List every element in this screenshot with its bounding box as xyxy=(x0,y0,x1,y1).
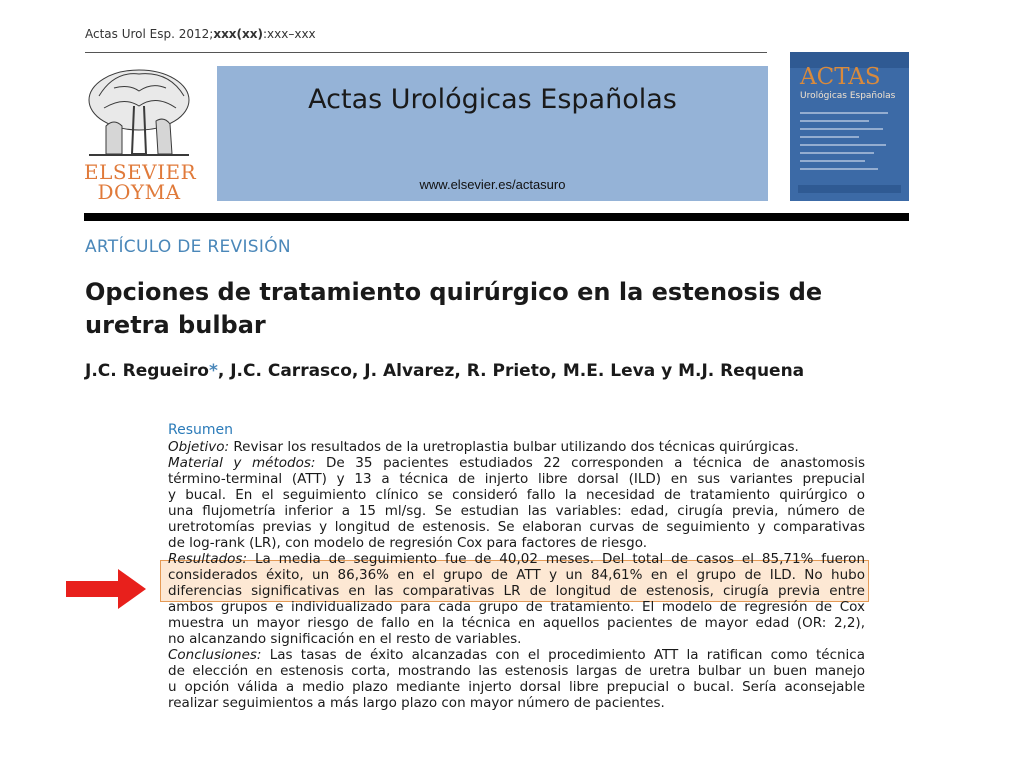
abstract-line-text: Revisar los resultados de la uretroplastia bulbar utilizando dos técnicas quirúrgicas. xyxy=(229,439,799,455)
abstract-line xyxy=(168,679,865,695)
abstract-line-text: diferencias significativas en las comparativas LR de longitud de estenosis, cirugía previa entre xyxy=(168,583,865,599)
abstract-line-text: De 35 pacientes estudiados 22 corresponden a técnica de anastomosis xyxy=(315,455,865,471)
cover-contents xyxy=(800,112,898,176)
abstract-line-text: ambos grupos e individualizado para cada grupo de tratamiento. El modelo de regresión de Cox xyxy=(168,599,865,615)
abstract-line xyxy=(168,439,865,455)
abstract-line-text: uretrotomías previas y longitud de estenosis. Se elaboran curvas de seguimiento y comparativas xyxy=(168,519,865,535)
abstract-line xyxy=(168,599,865,615)
abstract-line xyxy=(168,471,865,487)
citation-divider xyxy=(85,52,767,53)
journal-cover xyxy=(790,52,909,201)
abstract-line-text: de elección en estenosis corta, mostrando las estenosis largas de uretra bulbar un buen manejo xyxy=(168,663,865,679)
abstract-section-label: Resultados: xyxy=(168,551,248,567)
elsevier-logo xyxy=(84,66,197,204)
abstract xyxy=(168,421,865,711)
abstract-section-label: Objetivo: xyxy=(168,439,230,455)
abstract-line-text: Las tasas de éxito alcanzadas con el procedimiento ATT la ratifican como técnica xyxy=(261,647,865,663)
cover-footer xyxy=(798,185,901,193)
abstract-line-text: realizar seguimientos a más largo plazo con mayor número de pacientes. xyxy=(168,695,665,711)
abstract-line xyxy=(168,695,865,711)
abstract-line-text: muestra un mayor riesgo de fallo en la técnica en aquellos pacientes de mayor edad (OR: 2,2), xyxy=(168,615,865,631)
logo-text-elsevier: ELSEVIER xyxy=(84,160,197,184)
abstract-section-label: Conclusiones: xyxy=(168,647,262,663)
authors xyxy=(85,361,804,381)
abstract-line xyxy=(168,663,865,679)
abstract-line-text: y bucal. En el seguimiento clínico se consideró fallo la necesidad de tratamiento quirúrgico o xyxy=(168,487,865,503)
citation-pages: :xxx–xxx xyxy=(263,27,316,41)
abstract-line-text: La media de seguimiento fue de 40,02 meses. Del total de casos el 85,71% fueron xyxy=(247,551,865,567)
abstract-line xyxy=(168,535,865,551)
abstract-line-text: una flujometría inferior a 15 ml/sg. Se estudian las variables: edad, cirugía previa, número de xyxy=(168,503,865,519)
abstract-line-text: no alcanzando significación en el resto de variables. xyxy=(168,631,522,647)
corresponding-author-mark: * xyxy=(208,361,218,381)
abstract-line-text: u opción válida a medio plazo mediante injerto dorsal libre prepucial o bucal. Sería aconsejable xyxy=(168,679,865,695)
abstract-line-text: considerados éxito, un 86,36% en el grupo de ATT y un 84,61% en el grupo de ILD. No hubo xyxy=(168,567,865,583)
logo-text-doyma: DOYMA xyxy=(97,180,181,204)
citation-journal: Actas Urol Esp. 2012; xyxy=(85,27,214,41)
journal-banner xyxy=(217,66,768,201)
co-authors: , J.C. Carrasco, J. Alvarez, R. Prieto, M.E. Leva y M.J. Requena xyxy=(217,361,805,381)
abstract-line xyxy=(168,519,865,535)
abstract-line xyxy=(168,455,865,471)
abstract-line-text: de log-rank (LR), con modelo de regresión Cox para factores de riesgo. xyxy=(168,535,648,551)
cover-title: ACTAS xyxy=(800,64,881,90)
abstract-line xyxy=(168,631,865,647)
citation-issue: xxx(xx) xyxy=(213,27,263,41)
abstract-section-label: Material y métodos: xyxy=(168,455,316,471)
red-arrow-icon xyxy=(66,569,146,609)
journal-url[interactable]: www.elsevier.es/actasuro xyxy=(419,177,566,192)
abstract-line xyxy=(168,503,865,519)
abstract-line xyxy=(168,615,865,631)
abstract-heading: Resumen xyxy=(168,422,234,438)
abstract-line xyxy=(168,647,865,663)
tree-icon xyxy=(84,66,194,158)
article-title: Opciones de tratamiento quirúrgico en la estenosis de uretra bulbar xyxy=(85,278,823,339)
citation-line xyxy=(85,27,316,41)
abstract-line-text: término-terminal (ATT) y 13 a técnica de injerto libre dorsal (ILD) en sus variantes prepucial xyxy=(168,471,865,487)
header-divider xyxy=(84,213,909,221)
article-type: ARTÍCULO DE REVISIÓN xyxy=(85,237,291,257)
first-author: J.C. Regueiro xyxy=(85,361,209,381)
abstract-line xyxy=(168,583,865,599)
cover-subtitle: Urológicas Españolas xyxy=(800,91,896,101)
abstract-line xyxy=(168,567,865,583)
abstract-body xyxy=(168,439,865,711)
journal-title: Actas Urológicas Españolas xyxy=(308,84,677,115)
abstract-line xyxy=(168,487,865,503)
abstract-line xyxy=(168,551,865,567)
